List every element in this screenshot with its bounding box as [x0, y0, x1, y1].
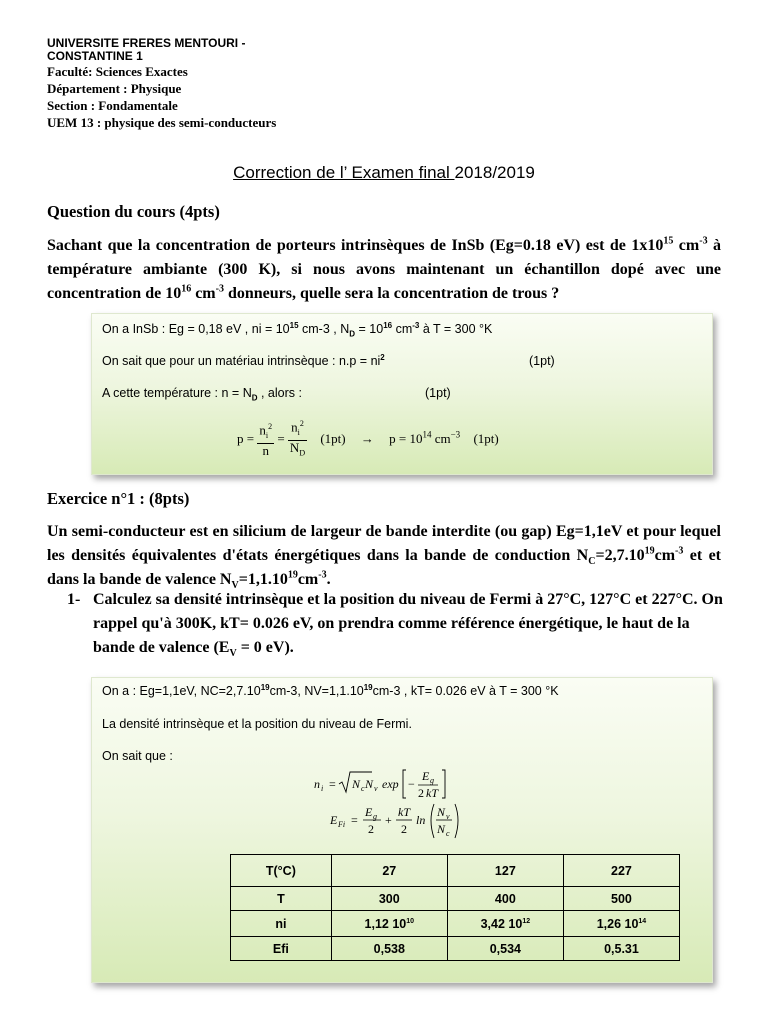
- svg-text:n: n: [314, 777, 320, 791]
- university-line-1: UNIVERSITE FRERES MENTOURI -: [47, 36, 246, 50]
- table-cell: Efi: [231, 937, 332, 961]
- box2-line-2: La densité intrinsèque et la position du niveau de Fermi.: [102, 717, 412, 731]
- svg-text:exp: exp: [382, 777, 399, 791]
- answer-box-2: [91, 677, 713, 983]
- table-cell: 300: [331, 887, 447, 911]
- svg-text:N: N: [352, 777, 361, 791]
- svg-text:2: 2: [401, 822, 407, 836]
- svg-text:2: 2: [368, 822, 374, 836]
- table-cell: 1,26 $10^{14}$: [563, 911, 679, 937]
- fraction-ni2-nd: $\frac{n_i^2}{N_D}$: [289, 419, 306, 458]
- table-cell: 3,42 $10^{12}$: [447, 911, 563, 937]
- title-year: 2018/2019: [454, 163, 535, 182]
- table-cell: 27: [331, 855, 447, 887]
- exercise-1-item-1: 1- Calculez sa densité intrinsèque et la position du niveau de Fermi à 27°C, 127°C et 227°C. On rappel qu'à 300K, kT= 0.026 eV, on prendra comme référence énergétique, le haut de la bande de valence ($E_V = 0$ eV).: [67, 591, 723, 660]
- formula-p: p = $\frac{n_i^2}{n}$ = $\frac{n_i^2}{N_D}$ $(1pt) \to p = 10^{14}$ $cm^{-3}$ (1pt): [237, 417, 499, 461]
- svg-text:c: c: [446, 829, 450, 838]
- svg-text:Fi: Fi: [338, 820, 346, 829]
- box1-line-1: On a InSb : Eg = 0,18 eV , ni = $10^{15}$ cm-3 , $N_D = 10^{16}$ $cm^{-3}$ à T = 300 °K: [102, 320, 493, 339]
- table-cell: 500: [563, 887, 679, 911]
- svg-text:kT: kT: [426, 786, 438, 800]
- exercise-1-heading: Exercice n°1 : (8pts): [47, 489, 190, 508]
- svg-text:E: E: [422, 769, 430, 783]
- table-cell: T(°C): [231, 855, 332, 887]
- section: Section : Fondamentale: [47, 98, 178, 113]
- box1-line-3: A cette température : $n = N_D$ , alors :: [102, 386, 302, 403]
- question-heading: Question du cours (4pts): [47, 202, 220, 221]
- svg-text:N: N: [365, 777, 374, 791]
- svg-text:g: g: [430, 776, 434, 785]
- title-text: Correction de l’ Examen final: [233, 163, 455, 182]
- svg-text:c: c: [361, 784, 365, 793]
- svg-text:=: =: [329, 777, 336, 791]
- table-header-row: [231, 855, 680, 887]
- results-table: [230, 854, 680, 961]
- svg-text:ln: ln: [416, 813, 426, 827]
- university-line-2: CONSTANTINE 1: [47, 49, 143, 63]
- svg-text:i: i: [321, 784, 324, 793]
- table-row: [231, 937, 680, 961]
- uem: UEM 13 : physique des semi-conducteurs: [47, 115, 277, 130]
- table-cell: 400: [447, 887, 563, 911]
- table-cell: 0,534: [447, 937, 563, 961]
- svg-text:+: +: [385, 813, 392, 827]
- svg-text:N: N: [437, 805, 446, 819]
- table-cell: ni: [231, 911, 332, 937]
- table-cell: 0,538: [331, 937, 447, 961]
- box2-line-3: On sait que :: [102, 749, 173, 763]
- svg-text:kT: kT: [398, 805, 410, 819]
- svg-text:E: E: [365, 805, 373, 819]
- exercise-1-text: Un semi-conducteur est en silicium de largeur de bande interdite (ou gap) Eg=1,1eV et pour lequel les densités équivalentes d'états énergétiques dans la bande de conduction $N_C=2,7.10^{19}cm^{-3}$ et et dans la bande de valence $N_V=1,1.10^{19}cm^{-3}$.: [47, 523, 722, 592]
- table-cell: T: [231, 887, 332, 911]
- svg-text:N: N: [437, 822, 446, 836]
- question-text: Sachant que la concentration de porteurs intrinsèques de InSb (Eg=0.18 eV) est de $1x10^{15}$ $cm^{-3}$ à température ambiante (300 K), si nous avons maintenant un échantillon dopé avec une concentration de $10^{16}$ $cm^{-3}$ donneurs, quelle sera la concentration de trous ?: [47, 235, 722, 302]
- formula-ni: [310, 764, 470, 804]
- table-cell: 127: [447, 855, 563, 887]
- svg-text:2: 2: [418, 786, 424, 800]
- fraction-ni2-n: $\frac{n_i^2}{n}$: [259, 421, 273, 458]
- svg-text:=: =: [351, 813, 358, 827]
- table-row: [231, 911, 680, 937]
- box2-line-1: On a : Eg=1,1eV, $NC=2,7.10^{19}cm-3$, $NV=1,1.10^{19}cm-3$ , kT= 0.026 eV à T = 300 °K: [102, 682, 559, 698]
- box1-line-3-points: (1pt): [425, 386, 451, 400]
- page-title: [0, 163, 768, 183]
- svg-text:−: −: [408, 777, 415, 791]
- department: Département : Physique: [47, 81, 182, 96]
- table-row: [231, 887, 680, 911]
- table-cell: 227: [563, 855, 679, 887]
- faculty: Faculté: Sciences Exactes: [47, 64, 188, 79]
- svg-text:v: v: [374, 784, 378, 793]
- table-cell: 1,12 $10^{10}$: [331, 911, 447, 937]
- answer-box-1: [91, 313, 713, 475]
- box1-line-2-points: (1pt): [529, 354, 555, 368]
- svg-text:E: E: [330, 813, 338, 827]
- svg-text:v: v: [446, 812, 450, 821]
- formula-efi: [328, 800, 488, 842]
- table-cell: 0,5.31: [563, 937, 679, 961]
- box1-line-2: On sait que pour un matériau intrinsèque : $n.p = ni^2$: [102, 352, 385, 368]
- svg-text:g: g: [373, 812, 377, 821]
